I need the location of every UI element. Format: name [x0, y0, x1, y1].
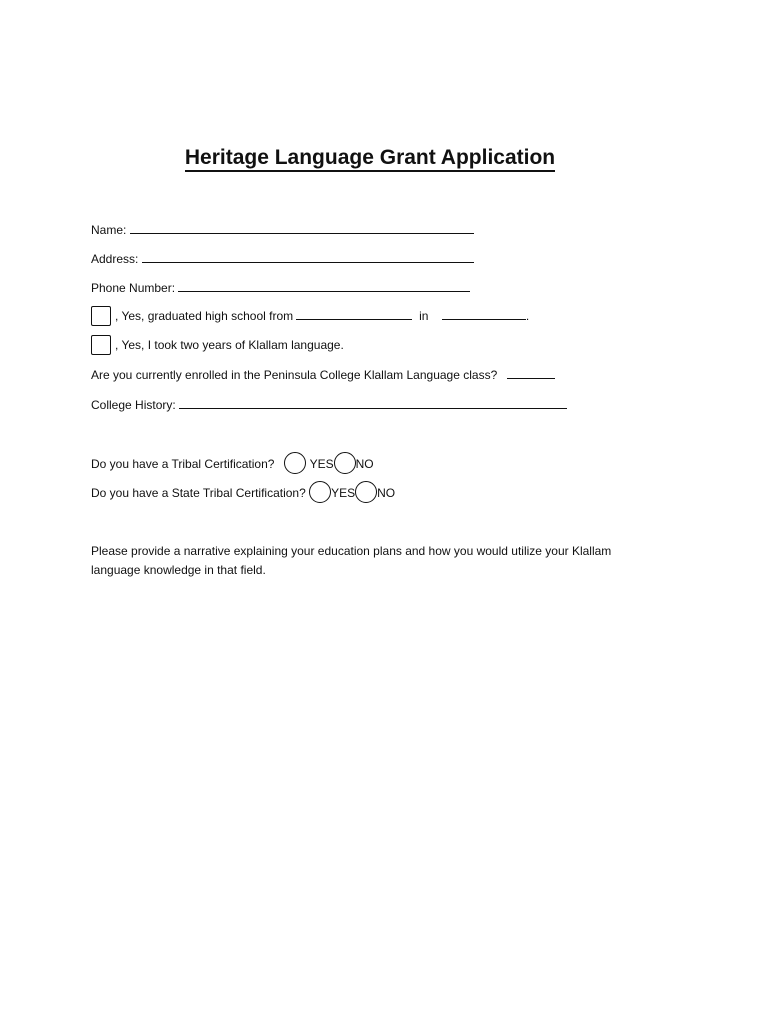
address-field[interactable]: [142, 251, 474, 263]
name-field[interactable]: [130, 222, 474, 234]
graduated-checkbox[interactable]: [91, 306, 111, 326]
graduated-row: [91, 306, 529, 326]
tribal-cert-no-radio[interactable]: [334, 452, 356, 474]
graduation-location-field[interactable]: [442, 308, 526, 320]
tribal-cert-row: [91, 452, 374, 474]
state-tribal-cert-no-radio[interactable]: [355, 481, 377, 503]
klallam-years-text: , Yes, I took two years of Klallam language.: [115, 338, 344, 352]
tribal-cert-question: Do you have a Tribal Certification?: [91, 457, 275, 471]
enrolled-question: Are you currently enrolled in the Peninsula College Klallam Language class?: [91, 368, 498, 382]
college-history-field[interactable]: [179, 397, 567, 409]
graduated-text: , Yes, graduated high school from: [115, 309, 294, 323]
graduated-period: .: [525, 309, 530, 323]
page-title: [0, 146, 740, 170]
name-row: [91, 222, 474, 238]
enrolled-row: [91, 367, 555, 383]
name-label: Name:: [91, 223, 127, 237]
state-tribal-cert-yes-label: YES: [331, 486, 356, 500]
enrolled-answer-field[interactable]: [507, 367, 555, 379]
tribal-cert-yes-label: YES: [309, 457, 334, 471]
phone-row: [91, 280, 470, 296]
graduated-in-label: in: [419, 309, 429, 323]
tribal-cert-no-label: NO: [355, 457, 374, 471]
narrative-instructions: Please provide a narrative explaining your education plans and how you would utilize your Klallam language knowledge in that field.: [91, 544, 612, 577]
address-row: [91, 251, 474, 267]
address-label: Address:: [91, 252, 139, 266]
college-history-row: [91, 397, 567, 413]
title-text: Heritage Language Grant Application: [185, 146, 555, 172]
state-tribal-cert-yes-radio[interactable]: [309, 481, 331, 503]
tribal-cert-yes-radio[interactable]: [284, 452, 306, 474]
state-tribal-cert-question: Do you have a State Tribal Certification?: [91, 486, 306, 500]
school-field[interactable]: [296, 308, 412, 320]
phone-label: Phone Number:: [91, 281, 176, 295]
phone-field[interactable]: [178, 280, 470, 292]
college-history-label: College History:: [91, 398, 176, 412]
klallam-years-checkbox[interactable]: [91, 335, 111, 355]
state-tribal-cert-no-label: NO: [377, 486, 396, 500]
state-tribal-cert-row: [91, 481, 395, 503]
klallam-years-row: [91, 335, 344, 355]
